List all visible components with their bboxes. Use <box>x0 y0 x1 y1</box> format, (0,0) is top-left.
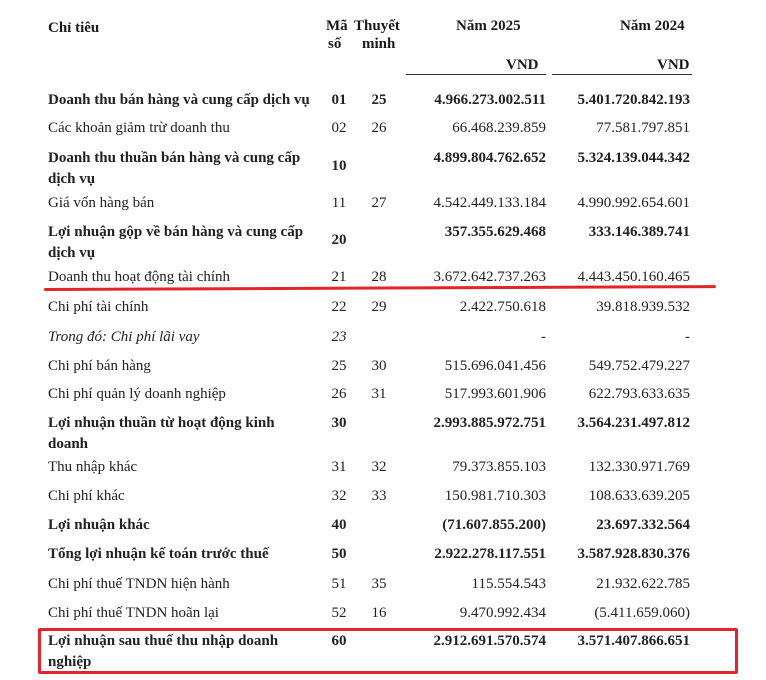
row-label: Chi phí bán hàng <box>48 358 151 374</box>
row-value-2025: 79.373.855.103 <box>452 459 546 475</box>
row-value-2025: 517.993.601.906 <box>444 386 546 402</box>
row-label: Chi phí thuế TNDN hiện hành <box>48 576 230 592</box>
row-code: 22 <box>331 299 347 315</box>
row-value-2025: 4.966.273.002.511 <box>434 92 546 108</box>
row-label: Lợi nhuận thuần từ hoạt động kinh doanh <box>48 415 275 452</box>
row-value-2024: 132.330.971.769 <box>588 459 690 475</box>
row-value-2024: 21.932.622.785 <box>596 576 690 592</box>
row-code: 23 <box>331 329 347 345</box>
row-code: 30 <box>331 415 347 431</box>
row-code: 40 <box>331 517 347 533</box>
row-note: 26 <box>371 120 387 136</box>
row-code: 31 <box>331 459 347 475</box>
row-label: Doanh thu hoạt động tài chính <box>48 269 231 285</box>
row-value-2025: 2.422.750.618 <box>459 299 546 315</box>
row-code: 11 <box>331 195 347 211</box>
header-code-line2: số <box>328 36 342 52</box>
row-value-2024: (5.411.659.060) <box>594 605 690 621</box>
row-value-2024: 4.990.992.654.601 <box>577 195 690 211</box>
row-note: 35 <box>371 576 387 592</box>
row-value-2025: 2.912.691.570.574 <box>433 633 546 649</box>
header-rule-2025 <box>406 74 546 75</box>
row-note: 33 <box>371 488 387 504</box>
row-value-2025: 66.468.239.859 <box>452 120 546 136</box>
row-note: 28 <box>371 269 387 285</box>
row-value-2024: - <box>685 329 690 345</box>
row-label: Chi phí tài chính <box>48 299 149 315</box>
row-value-2024: 5.324.139.044.342 <box>577 150 690 166</box>
header-code-line1: Mã <box>326 18 348 34</box>
row-note: 27 <box>371 195 387 211</box>
highlight-box <box>38 628 738 674</box>
row-value-2024: 23.697.332.564 <box>596 517 690 533</box>
row-label: Chi phí thuế TNDN hoãn lại <box>48 605 219 621</box>
header-unit-2024: VND <box>657 57 690 73</box>
row-value-2025: - <box>541 329 546 345</box>
row-value-2024: 5.401.720.842.193 <box>577 92 690 108</box>
row-code: 51 <box>331 576 347 592</box>
row-note: 25 <box>371 92 387 108</box>
row-value-2025: 515.696.041.456 <box>444 358 546 374</box>
row-value-2024: 3.587.928.830.376 <box>577 546 690 562</box>
row-label: Doanh thu bán hàng và cung cấp dịch vụ <box>48 92 310 108</box>
header-note-line2: minh <box>362 36 396 52</box>
row-value-2024: 3.571.407.866.651 <box>577 633 690 649</box>
row-value-2025: 9.470.992.434 <box>459 605 546 621</box>
row-code: 20 <box>331 232 347 248</box>
row-label: Chi phí quản lý doanh nghiệp <box>48 386 226 402</box>
row-code: 10 <box>331 158 347 174</box>
row-value-2025: 357.355.629.468 <box>444 224 546 240</box>
row-value-2025: 4.542.449.133.184 <box>433 195 546 211</box>
row-label: Chi phí khác <box>48 488 125 504</box>
row-code: 50 <box>331 546 347 562</box>
row-value-2025: 2.922.278.117.551 <box>434 546 546 562</box>
row-code: 26 <box>331 386 347 402</box>
row-code: 25 <box>331 358 347 374</box>
row-value-2025: 3.672.642.737.263 <box>433 269 546 285</box>
row-code: 60 <box>331 633 347 649</box>
row-value-2024: 39.818.939.532 <box>596 299 690 315</box>
row-value-2024: 108.633.639.205 <box>588 488 690 504</box>
header-rule-2024 <box>552 74 692 75</box>
row-note: 29 <box>371 299 387 315</box>
row-value-2025: (71.607.855.200) <box>442 517 546 533</box>
row-value-2024: 333.146.389.741 <box>588 224 690 240</box>
row-label: Tổng lợi nhuận kế toán trước thuế <box>48 546 269 562</box>
row-value-2025: 4.899.804.762.652 <box>433 150 546 166</box>
header-item: Chỉ tiêu <box>48 20 100 36</box>
row-label: Giá vốn hàng bán <box>48 195 155 211</box>
row-value-2024: 77.581.797.851 <box>596 120 690 136</box>
row-code: 02 <box>331 120 347 136</box>
header-note-line1: Thuyết <box>354 18 400 34</box>
row-value-2025: 115.554.543 <box>471 576 546 592</box>
row-code: 32 <box>331 488 347 504</box>
row-value-2024: 622.793.633.635 <box>588 386 690 402</box>
row-label: Doanh thu thuần bán hàng và cung cấp dịch vụ <box>48 150 301 187</box>
row-code: 01 <box>331 92 347 108</box>
row-label: Lợi nhuận khác <box>48 517 150 533</box>
row-value-2025: 2.993.885.972.751 <box>433 415 546 431</box>
row-label: Thu nhập khác <box>48 459 138 475</box>
row-note: 32 <box>371 459 387 475</box>
header-year-2024: Năm 2024 <box>620 18 685 34</box>
row-code: 21 <box>331 269 347 285</box>
row-code: 52 <box>331 605 347 621</box>
row-value-2024: 4.443.450.160.465 <box>577 269 690 285</box>
row-value-2024: 3.564.231.497.812 <box>577 415 690 431</box>
row-label: Lợi nhuận sau thuế thu nhập doanh nghiệp <box>48 633 279 670</box>
row-note: 16 <box>371 605 387 621</box>
row-value-2025: 150.981.710.303 <box>444 488 546 504</box>
row-label: Trong đó: Chi phí lãi vay <box>48 329 200 345</box>
row-note: 30 <box>371 358 387 374</box>
row-label: Lợi nhuận gộp về bán hàng và cung cấp dịch vụ <box>48 224 304 261</box>
row-value-2024: 549.752.479.227 <box>588 358 690 374</box>
header-year-2025: Năm 2025 <box>456 18 521 34</box>
row-label: Các khoản giảm trừ doanh thu <box>48 120 230 136</box>
header-unit-2025: VND <box>506 57 539 73</box>
row-note: 31 <box>371 386 387 402</box>
